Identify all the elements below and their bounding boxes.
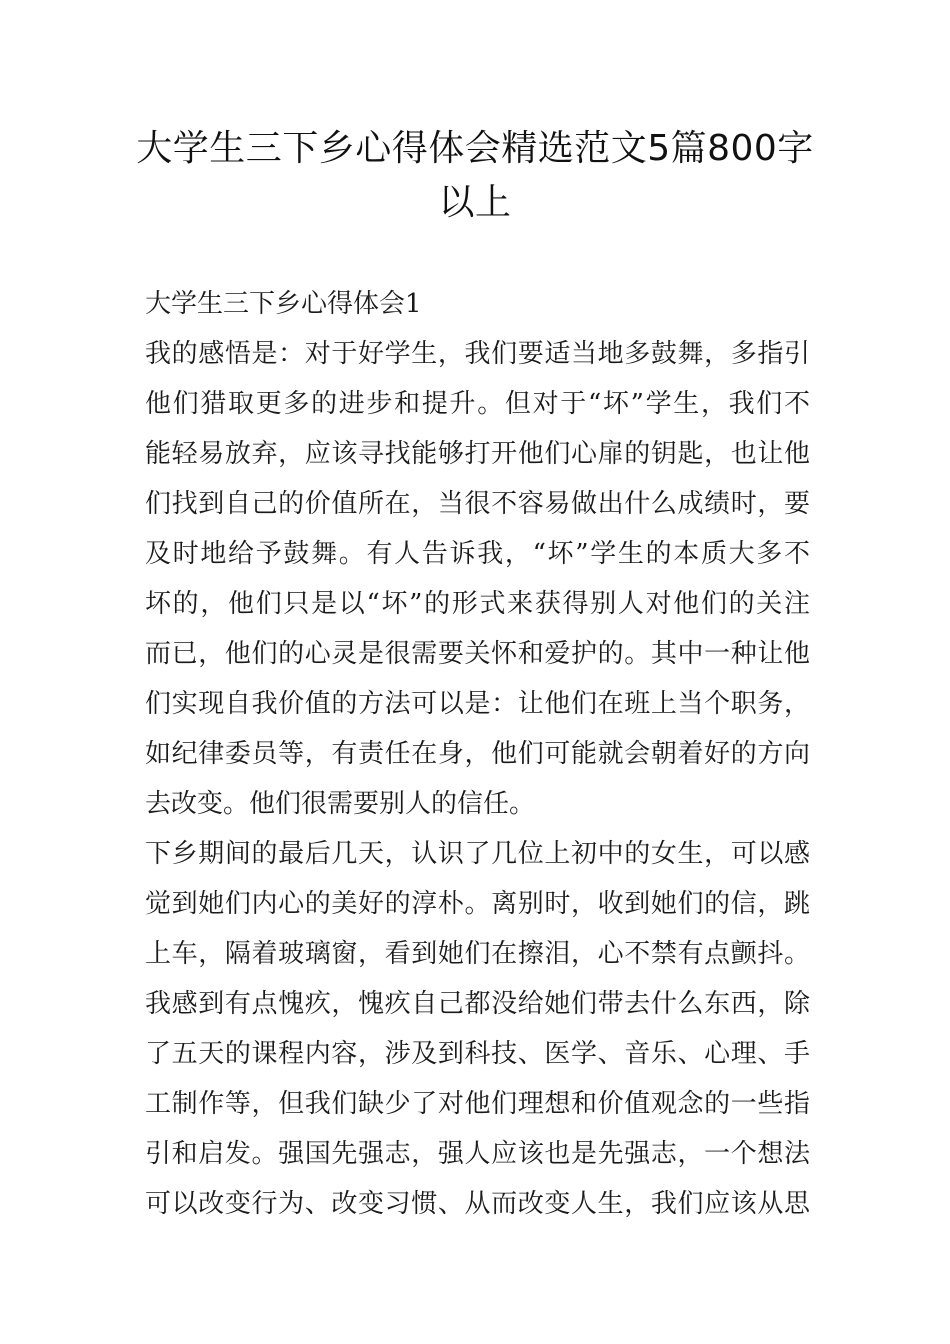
paragraph-line: 下乡期间的最后几天，认识了几位上初中的女生，可以感: [145, 839, 810, 869]
paragraph-line: 我感到有点愧疚，愧疚自己都没给她们带去什么东西，除: [145, 989, 810, 1019]
paragraph-line: 能轻易放弃，应该寻找能够打开他们心扉的钥匙，也让他: [145, 439, 810, 469]
paragraph-line: 觉到她们内心的美好的淳朴。离别时，收到她们的信，跳: [145, 889, 810, 919]
document-title: [120, 122, 830, 230]
paragraph-line: 他们猎取更多的进步和提升。但对于“坏”学生，我们不: [145, 389, 810, 419]
paragraph-line: 们实现自我价值的方法可以是：让他们在班上当个职务，: [145, 689, 810, 719]
paragraph-line: 及时地给予鼓舞。有人告诉我，“坏”学生的本质大多不: [145, 539, 810, 569]
paragraph-2: [145, 829, 810, 1229]
paragraph-line: 工制作等，但我们缺少了对他们理想和价值观念的一些指: [145, 1089, 810, 1119]
section-heading: 大学生三下乡心得体会1: [145, 289, 422, 319]
title-line: 以上: [438, 182, 512, 223]
paragraph-line: 去改变。他们很需要别人的信任。: [145, 789, 536, 819]
paragraph-line: 我的感悟是：对于好学生，我们要适当地多鼓舞，多指引: [145, 339, 810, 369]
paragraph-line: 上车，隔着玻璃窗，看到她们在擦泪，心不禁有点颤抖。: [145, 939, 810, 969]
paragraph-1: [145, 329, 810, 829]
paragraph-line: 了五天的课程内容，涉及到科技、医学、音乐、心理、手: [145, 1039, 810, 1069]
paragraph-line: 如纪律委员等，有责任在身，他们可能就会朝着好的方向: [145, 739, 810, 769]
paragraph-line: 坏的，他们只是以“坏”的形式来获得别人对他们的关注: [145, 589, 810, 619]
paragraph-line: 引和启发。强国先强志，强人应该也是先强志，一个想法: [145, 1139, 810, 1169]
paragraph-line: 可以改变行为、改变习惯、从而改变人生，我们应该从思: [145, 1189, 810, 1219]
title-line: 大学生三下乡心得体会精选范文5篇800字: [136, 128, 814, 169]
paragraph-line: 而已，他们的心灵是很需要关怀和爱护的。其中一种让他: [145, 639, 810, 669]
paragraph-line: 们找到自己的价值所在，当很不容易做出什么成绩时，要: [145, 489, 810, 519]
document-body: [145, 279, 810, 1229]
